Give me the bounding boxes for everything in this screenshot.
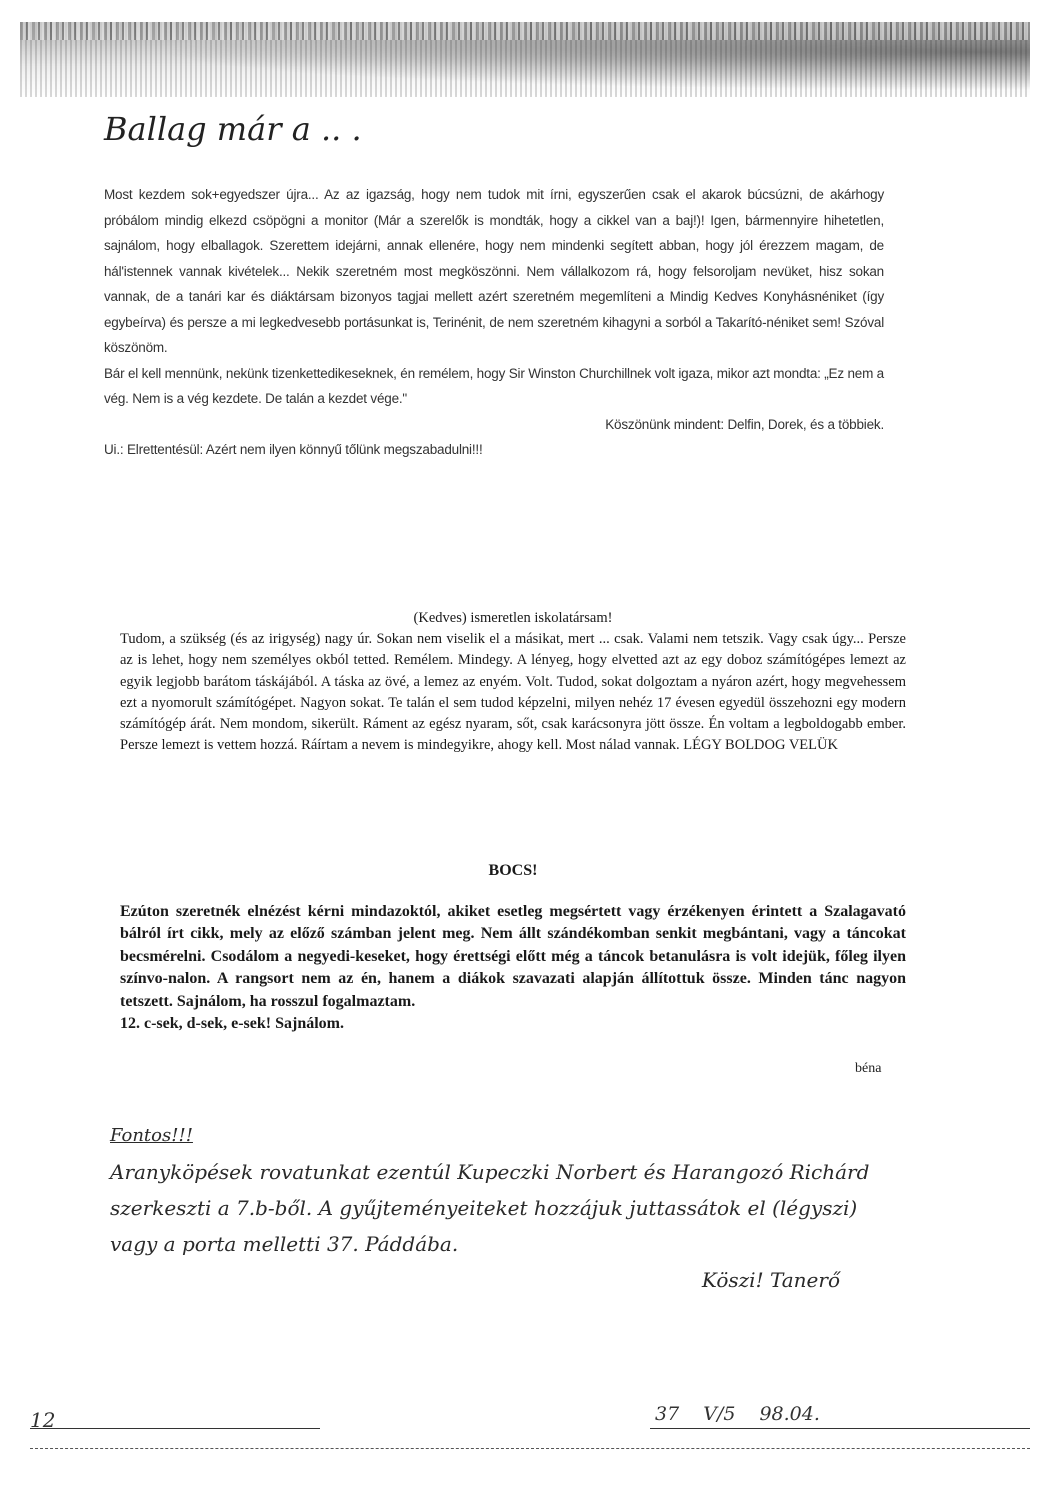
article2-heading: (Kedves) ismeretlen iskolatársam! <box>413 610 613 626</box>
issue-info: 37 V/5 98.04. <box>655 1403 820 1425</box>
article3-closing: 12. c-sek, d-sek, e-sek! Sajnálom. <box>120 1015 344 1032</box>
article1-title: Ballag már a .. . <box>104 110 362 148</box>
article2 <box>120 608 906 756</box>
note-body: Aranyköpések rovatunkat ezentúl Kupeczki Norbert és Harangozó Richárd szerkeszti a 7.b-ből. A gyűjteményeiteket hozzájuk juttassátok el (légyszi) vagy a porta melletti 37. Páddába. <box>110 1160 870 1256</box>
article3-body: Ezúton szeretnék elnézést kérni mindazoktól, akiket esetleg megsértett vagy érzékenyen érintett a Szalagavató bálról írt cikk, mely az előző számban jelent meg. Nem állt szándékomban senkit megbántani, vagy a táncokat becsmérelni. Csodálom a negyedi-keseket, hogy érettségi előtt még a táncok betanulásra is volt idejük, főleg ilyen színvo-nalon. A rangsort nem az én, hanem a diákok szavazati alapján állítottuk össze. Minden tánc nagyon tetszett. Sajnálom, ha rosszul fogalmaztam. <box>120 902 906 1010</box>
note-label: Fontos!!! <box>110 1125 193 1146</box>
note-signature: Köszi! Tanerő <box>701 1268 840 1292</box>
article3-signature: béna <box>855 1061 882 1076</box>
article2-body: Tudom, a szükség (és az irigység) nagy úr. Sokan nem viselik el a másikat, mert ... csak. Valami nem tetszik. Vagy csak úgy... Persze az is lehet, hogy nem személyes okból tetted. Remélem. Mindegy. A lényeg, hogy elvetted azt az egy doboz számítógépes lemezt az egyik legjobb barátom táskájából. A táska az övé, a lemez az enyém. Volt. Tudod, sokat dolgoztam a nyáron azért, hogy megvehessem ezt a nyomorult számítógépet. Nagyon sokat. Te talán el sem tudod képzelni, milyen nehéz 17 évesen egyedül összehozni egy modern számítógép árát. Nem mondom, sikerült. Ráment az egész nyaram, sőt, csak karácsonyra jött össze. Én voltam a legboldogabb ember. Persze lemezt is vettem hozzá. Ráírtam a nevem is mindegyikre, ahogy kell. Most nálad vannak. LÉGY BOLDOG VELÜK <box>120 631 906 754</box>
page-bottom-edge <box>30 1448 1030 1449</box>
article1-ps: Ui.: Elrettentésül: Azért nem ilyen könnyű tőlünk megszabadulni!!! <box>104 442 483 457</box>
article1 <box>104 182 884 463</box>
page-number: 12 <box>30 1408 56 1432</box>
article3-heading: BOCS! <box>488 862 538 879</box>
footer-rule-right <box>650 1428 1030 1429</box>
scan-noise-strip <box>20 22 1030 40</box>
handwritten-note <box>110 1118 900 1298</box>
article1-signature: Köszönünk mindent: Delfin, Dorek, és a többiek. <box>605 416 884 432</box>
article3 <box>120 860 906 1036</box>
article1-body: Most kezdem sok+egyedszer újra... Az az igazság, hogy nem tudok mit írni, egyszerűen csak el akarok búcsúzni, de akárhogy próbálom mindig elkezd csöpögni a monitor (Már a szerelők is mondták, hogy a cikkel van a baj!)! Igen, bármennyire hihetetlen, sajnálom, hogy elballagok. Szerettem idejárni, annak ellenére, hogy nem mindenki segített abban, hogy jól érezzem magam, de hál'istennek vannak kivételek... Nekik szeretném most megköszönni. Nem vállalkozom rá, hogy felsoroljam nevüket, hisz sokan vannak, de a tanári kar és diáktársam bizonyos tagjai mellett azért szeretném megemlíteni a Mindig Kedves Konyhásnéniket (így egybeírva) és persze a mi legkedvesebb portásunkat is, Terinénit, de nem szeretném kihagyni a sorból a Takarító-néniket sem! Szóval köszönöm. <box>104 187 884 355</box>
article1-body2: Bár el kell mennünk, nekünk tizenkettedikeseknek, én remélem, hogy Sir Winston Churchillnek volt igaza, mikor azt mondta: „Ez nem a vég. Nem is a vég kezdete. De talán a kezdet vége." <box>104 365 884 406</box>
footer-rule-left <box>30 1428 320 1429</box>
